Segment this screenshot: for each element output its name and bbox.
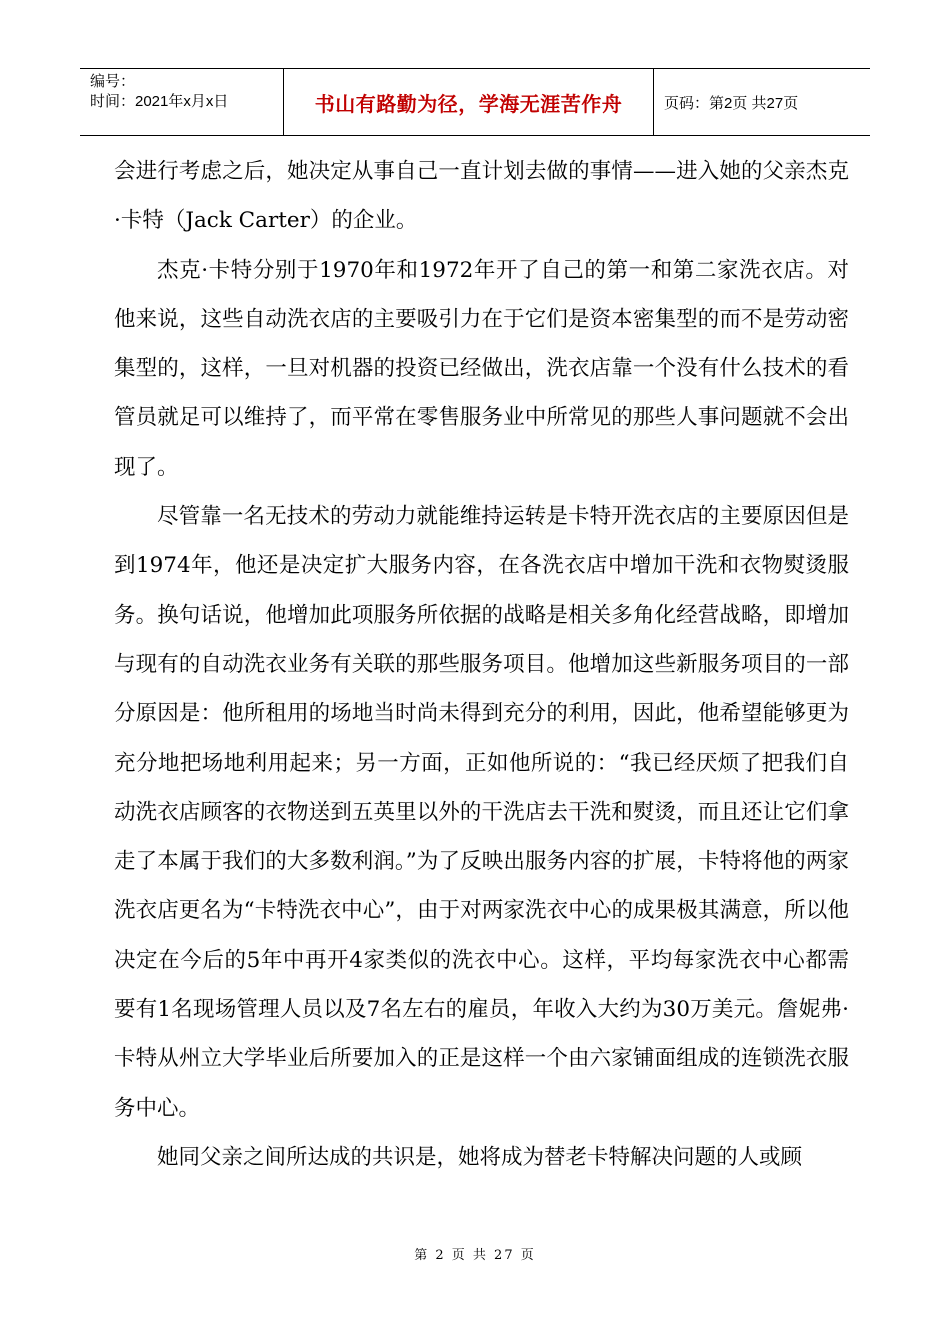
- header-motto: 书山有路勤为径，学海无涯苦作舟: [314, 91, 623, 116]
- page-header: [80, 68, 870, 136]
- header-page-info: 页码：第2页 共27页: [664, 94, 799, 112]
- document-number-label: 编号：: [90, 73, 136, 90]
- footer-page-number: 第 2 页 共 27 页: [414, 1248, 536, 1263]
- header-motto-cell: [283, 69, 654, 135]
- document-body: [114, 147, 849, 1182]
- paragraph-continuation: 会进行考虑之后，她决定从事自己一直计划去做的事情——进入她的父亲杰克·卡特（Jack Carter）的企业。: [114, 159, 849, 234]
- page-footer: [0, 1244, 950, 1263]
- header-meta: [80, 69, 283, 135]
- paragraph: 她同父亲之间所达成的共识是，她将成为替老卡特解决问题的人或顾: [157, 1144, 803, 1170]
- document-date: 时间：2021年x月x日: [90, 93, 229, 110]
- header-page-info-cell: [654, 69, 870, 135]
- paragraph: 尽管靠一名无技术的劳动力就能维持运转是卡特开洗衣店的主要原因但是到1974年，他还是决定扩大服务内容，在各洗衣店中增加干洗和衣物熨烫服务。换句话说，他增加此项服务所依据的战略是相关多角化经营战略，即增加与现有的自动洗衣业务有关联的那些服务项目。他增加这些新服务项目的一部分原因是：他所租用的场地当时尚未得到充分的利用，因此，他希望能够更为充分地把场地利用起来；另一方面，正如他所说的：“我已经厌烦了把我们自动洗衣店顾客的衣物送到五英里以外的干洗店去干洗和熨烫，而且还让它们拿走了本属于我们的大多数利润。”为了反映出服务内容的扩展，卡特将他的两家洗衣店更名为“卡特洗衣中心”，由于对两家洗衣中心的成果极其满意，所以他决定在今后的5年中再开4家类似的洗衣中心。这样，平均每家洗衣中心都需要有1名现场管理人员以及7名左右的雇员，年收入大约为30万美元。詹妮弗·卡特从州立大学毕业后所要加入的正是这样一个由六家铺面组成的连锁洗衣服务中心。: [114, 504, 849, 1121]
- paragraph: 杰克·卡特分别于1970年和1972年开了自己的第一和第二家洗衣店。对他来说，这些自动洗衣店的主要吸引力在于它们是资本密集型的而不是劳动密集型的，这样，一旦对机器的投资已经做出，洗衣店靠一个没有什么技术的看管员就足可以维持了，而平常在零售服务业中所常见的那些人事问题就不会出现了。: [114, 257, 849, 480]
